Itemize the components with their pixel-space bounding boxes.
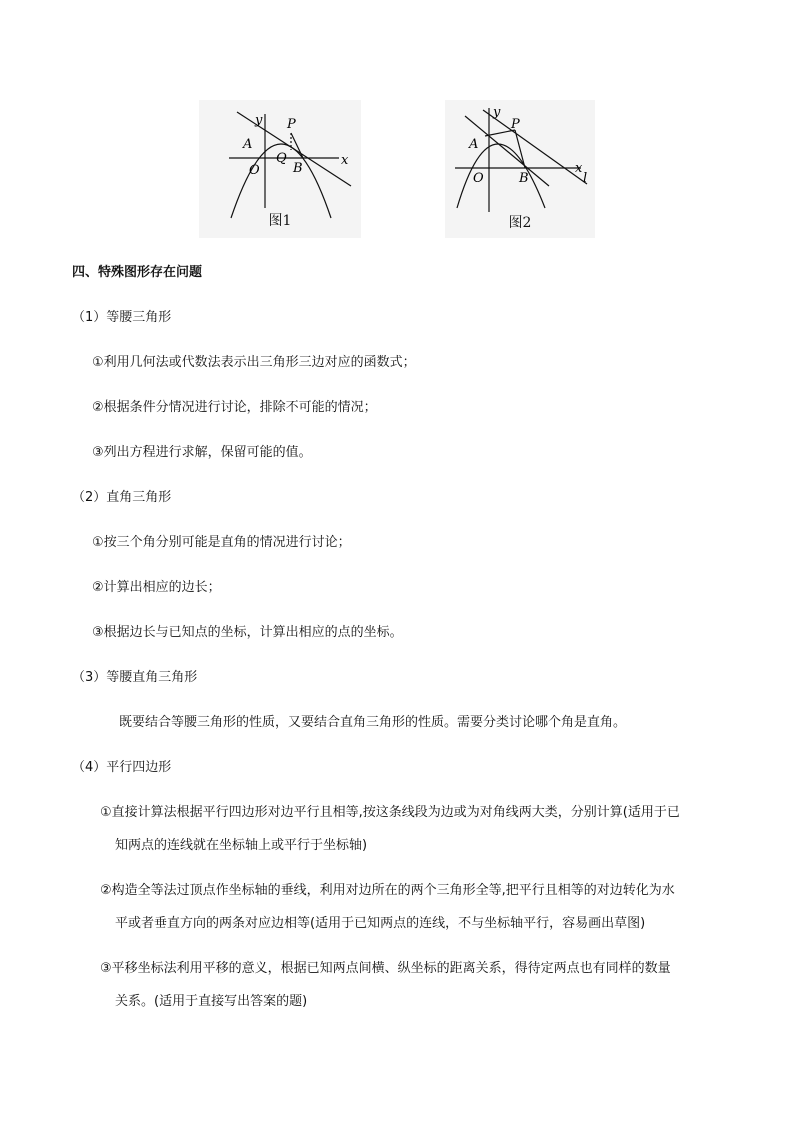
fig2-b-label: B	[519, 171, 529, 186]
fig2-p-label: P	[511, 117, 520, 132]
item-2-title: （2）直角三角形	[72, 490, 172, 505]
item-2-line-1: ①按三个角分别可能是直角的情况进行讨论；	[92, 535, 351, 550]
item-4-line-6: 关系。(适用于直接写出答案的题)	[115, 994, 308, 1009]
fig1-p-label: P	[287, 117, 296, 132]
fig1-y-label: y	[255, 113, 263, 128]
fig1-q-label: Q	[276, 151, 287, 166]
item-1-line-2: ②根据条件分情况进行讨论，排除不可能的情况；	[92, 400, 377, 415]
fig1-a-label: A	[243, 137, 253, 152]
fig2-y-label: y	[493, 105, 501, 120]
fig1-o-label: O	[249, 163, 260, 178]
fig2-o-label: O	[473, 171, 484, 186]
fig1-x-label: x	[341, 153, 349, 168]
item-2-line-3: ③根据边长与已知点的坐标，计算出相应的点的坐标。	[92, 625, 403, 640]
figure-1-caption: 图1	[268, 213, 292, 229]
item-2-line-2: ②计算出相应的边长；	[92, 580, 221, 595]
fig1-b-label: B	[293, 161, 303, 176]
item-4-line-5: ③平移坐标法利用平移的意义，根据已知两点间横、纵坐标的距离关系，得待定两点也有同样的数量	[100, 961, 671, 976]
item-3-line-1: 既要结合等腰三角形的性质，又要结合直角三角形的性质。需要分类讨论哪个角是直角。	[119, 715, 627, 730]
figure-2-caption: 图2	[508, 215, 532, 231]
section-heading: 四、特殊图形存在问题	[72, 265, 203, 280]
item-4-line-2: 知两点的连线就在坐标轴上或平行于坐标轴)	[115, 838, 368, 853]
item-4-title: （4）平行四边形	[72, 760, 172, 775]
item-1-line-3: ③列出方程进行求解，保留可能的值。	[92, 445, 312, 460]
item-4-line-4: 平或者垂直方向的两条对应边相等(适用于已知两点的连线，不与坐标轴平行，容易画出草图)	[115, 916, 646, 931]
item-1-title: （1）等腰三角形	[72, 310, 172, 325]
fig2-l-label: l	[583, 171, 588, 186]
fig2-x-label: x	[575, 161, 583, 176]
figure-2	[445, 100, 595, 238]
figure-1	[199, 100, 361, 238]
fig2-a-label: A	[469, 137, 479, 152]
item-1-line-1: ①利用几何法或代数法表示出三角形三边对应的函数式；	[92, 355, 416, 370]
item-4-line-3: ②构造全等法过顶点作坐标轴的垂线，利用对边所在的两个三角形全等,把平行且相等的对边转化为水	[100, 883, 675, 898]
item-4-line-1: ①直接计算法根据平行四边形对边平行且相等,按这条线段为边或为对角线两大类，分别计算(适用于已	[100, 805, 680, 820]
item-3-title: （3）等腰直角三角形	[72, 670, 198, 685]
